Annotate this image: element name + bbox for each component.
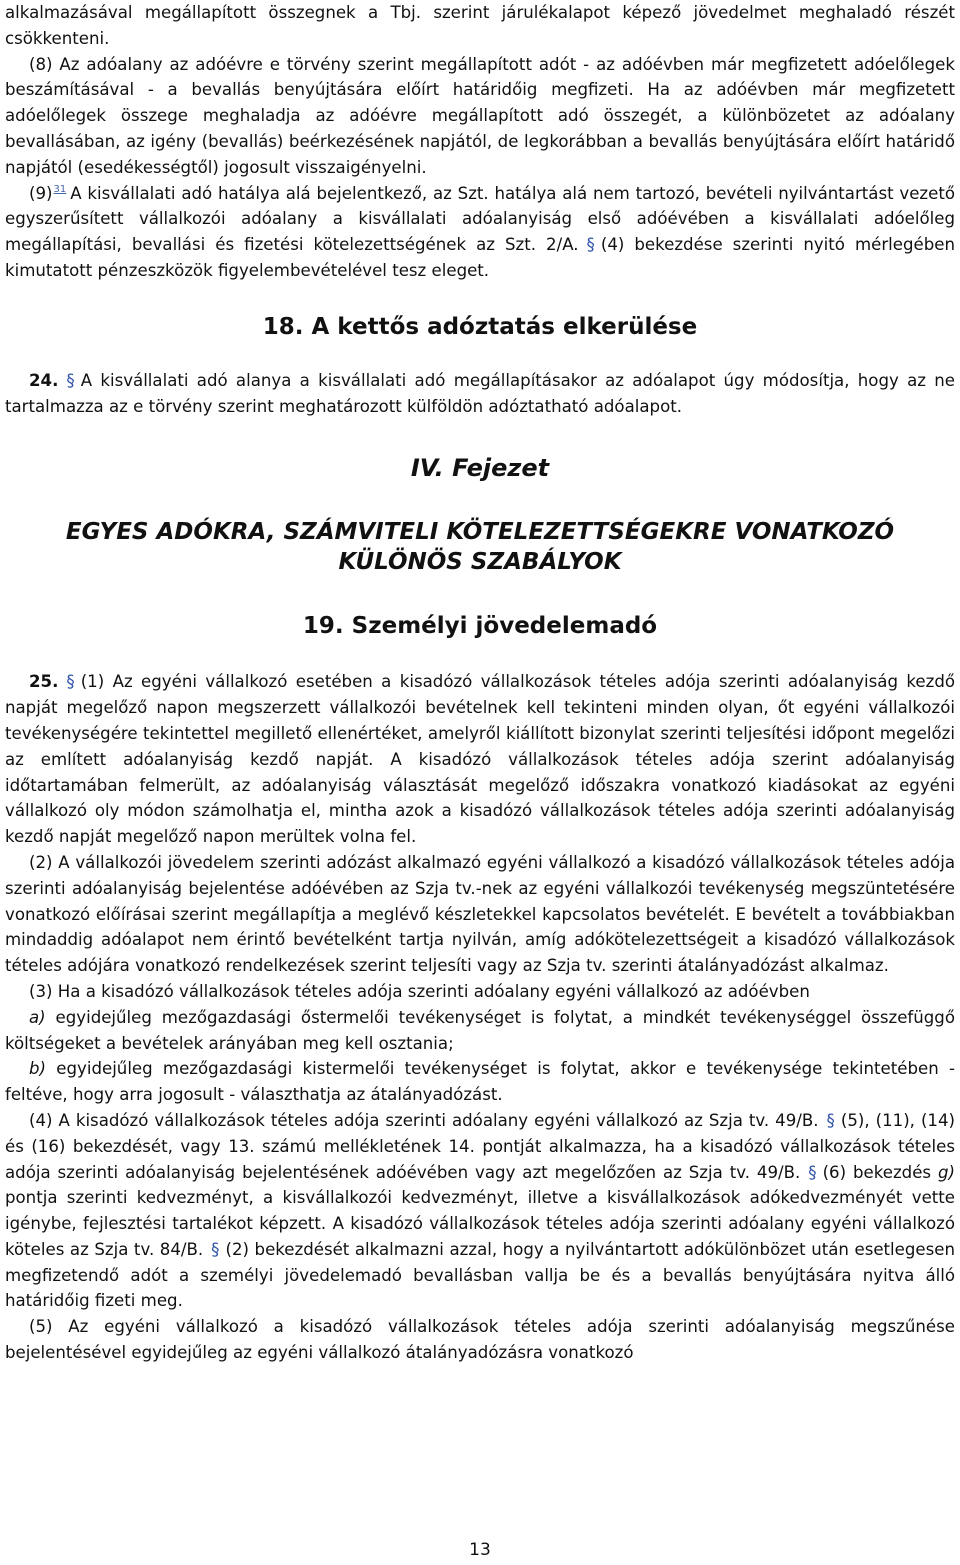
article-24-number: 24. <box>29 370 59 390</box>
p4-point-g: g) <box>937 1162 955 1182</box>
footnote-link[interactable]: 31 <box>53 184 67 196</box>
section-sign-link[interactable]: § <box>66 370 75 390</box>
chapter-title-line-1: EGYES ADÓKRA, SZÁMVITELI KÖTELEZETTSÉGEKRE VONATKOZÓ <box>65 519 895 546</box>
article-24-text: A kisvállalati adó alanya a kisvállalati adó megállapításakor az adóalapot úgy módosítja, hogy az ne tartalmazza az e törvény szerint meghatározott külföldön adóztatható adóalapot. <box>5 370 955 416</box>
article-25-point-b <box>5 1056 955 1108</box>
p4-text-c: (6) bekezdés <box>822 1162 932 1182</box>
article-25-point-a <box>5 1005 955 1057</box>
paragraph-9-text: A kisvállalati adó hatálya alá bejelentkező, az Szt. hatálya alá nem tartozó, bevételi nyilvántartást vezető egyszerűsített vállalkozói adóalany a kisvállalati adóalanyiság első adóévében a kisvállalati adóelőleg megállapítási, bevallási és fizetési kötelezettségének az Szt. 2/A. <box>5 183 955 255</box>
intro-paragraph: alkalmazásával megállapított összegnek a Tbj. szerint járulékalapot képező jövedelmet meghaladó részét csökkenteni. <box>5 3 955 48</box>
chapter-heading: IV. Fejezet <box>410 454 550 483</box>
point-a-label: a) <box>29 1007 46 1027</box>
article-24 <box>5 368 955 420</box>
section-sign-link[interactable]: § <box>211 1239 220 1259</box>
paragraph-9-text-2: (4) bekezdése szerinti nyitó mérlegében kimutatott pénzeszközök figyelembevételével tesz eleget. <box>5 235 955 280</box>
p4-text-a: (4) A kisadózó vállalkozások tételes adója szerinti adóalany egyéni vállalkozó az Szja tv. 49/B. <box>29 1110 819 1130</box>
chapter-title <box>5 517 955 577</box>
point-a-text: egyidejűleg mezőgazdasági őstermelői tevékenységet is folytat, a mindkét tevékenységgel összefüggő költségeket a bevételek arányában meg kell osztania; <box>5 1007 955 1053</box>
p4-text-e: (2) bekezdését alkalmazni azzal, hogy a nyilvántartott adókülönbözet után esetlegesen megfizetendő adót a személyi jövedelemadó bevallásban vallja be és a bevallás benyújtására nyitva álló határidőig fizeti meg. <box>5 1239 955 1311</box>
article-25-paragraph-1 <box>5 669 955 850</box>
article-25-paragraph-5: (5) Az egyéni vállalkozó a kisadózó vállalkozások tételes adója szerinti adóalanyiság megszűnése bejelentésével egyidejűleg az egyéni vállalkozó átalányadózásra vonatkozó <box>5 1317 955 1363</box>
page-number: 13 <box>469 1540 491 1560</box>
article-25-p1-text: (1) Az egyéni vállalkozó esetében a kisadózó vállalkozások tételes adója szerinti adóalanyiság kezdő napját megelőző napon megszerzett vállalkozói bevételnek kell tekinteni minden olyan, őt egyéni vállalkozói tevékenységére tekintettel megillető ellenértéket, amelyről kiállított bizonylat szerinti teljesítési időpont megelőzi az említett adóalanyiság kezdő napját. A kisadózó vállalkozások tételes adója szerint adóalanyiság időtartamában felmerült, az adóalanyiság választását megelőző időszakra vonatkozó kiadásokat az egyéni vállalkozó oly módon számolhatja el, mintha azok a kisadózó vállalkozások tételes adója szerinti adóalanyiság kezdő napját megelőző napon merültek volna fel. <box>5 672 955 847</box>
section-sign-link[interactable]: § <box>66 672 75 692</box>
paragraph-9 <box>5 181 955 284</box>
article-25-number: 25. <box>29 672 59 692</box>
article-25-paragraph-3: (3) Ha a kisadózó vállalkozások tételes adója szerinti adóalany egyéni vállalkozó az adóévben <box>29 981 810 1001</box>
section-sign-link[interactable]: § <box>826 1110 835 1130</box>
point-b-label: b) <box>29 1059 47 1079</box>
article-25-paragraph-4 <box>5 1108 955 1314</box>
section-19-heading: 19. Személyi jövedelemadó <box>302 613 658 640</box>
p4-text-b: (5), (11), (14) és (16) bekezdését, vagy 13. számú mellékletének 14. pontját alkalmazza, ha a kisadózó vállalkozások tételes adója szerinti adóalanyiság bejelentésének adóévében vagy azt megelőzően az Szja tv. 49/B. <box>5 1110 956 1182</box>
paragraph-8: (8) Az adóalany az adóévre e törvény szerint megállapított adót - az adóévben már megfizetett adóelőlegek beszámításával - a bevallás benyújtására előírt határidőig megfizeti. Ha az adóévben már megfizetett adóelőlegek összege meghaladja az adóévre megállapított adó összegét, a különbözetet az adóalany bevallásában, az igény (bevallás) beérkezésének napjától, de legkorábban a bevallás benyújtására előírt határidő napjától (esedékességtől) jogosult visszaigényelni. <box>5 54 955 177</box>
p4-text-d: pontja szerinti kedvezményt, a kisvállalkozói kedvezményt, illetve a kisvállalkozások adókedvezményét vette igénybe, fejlesztési tartalékot képzett. A kisadózó vállalkozások tételes adója szerinti adóalany egyéni vállalkozó köteles az Szja tv. 84/B. <box>5 1188 955 1259</box>
section-sign-link[interactable]: § <box>808 1162 817 1182</box>
point-b-text: egyidejűleg mezőgazdasági kistermelői tevékenységet is folytat, akkor e tevékenysége tekintetében - feltéve, hogy arra jogosult - választhatja az átalányadózást. <box>5 1059 955 1105</box>
document-page <box>5 0 955 1366</box>
section-18-heading: 18. A kettős adóztatás elkerülése <box>262 313 698 340</box>
article-25-paragraph-2: (2) A vállalkozói jövedelem szerinti adózást alkalmazó egyéni vállalkozó a kisadózó vállalkozások tételes adója szerinti adóalanyiság bejelentése adóévében az Szja tv.-nek az egyéni vállalkozói tevékenység megszüntetésére vonatkozó előírásai szerint megállapítja a meglévő készletekkel kapcsolatos bevételét. E bevételt a továbbiakban mindaddig adóalapot nem érintő bevételként tartja nyilván, amíg adókötelezettségeit a kisadózó vállalkozások tételes adójára vonatkozó rendelkezések szerint teljesíti vagy az Szja tv. szerinti átalányadózást alkalmaz. <box>5 852 955 976</box>
section-sign-link[interactable]: § <box>586 235 595 255</box>
paragraph-9-prefix: (9) <box>29 183 53 203</box>
chapter-title-line-2: KÜLÖNÖS SZABÁLYOK <box>338 549 622 576</box>
